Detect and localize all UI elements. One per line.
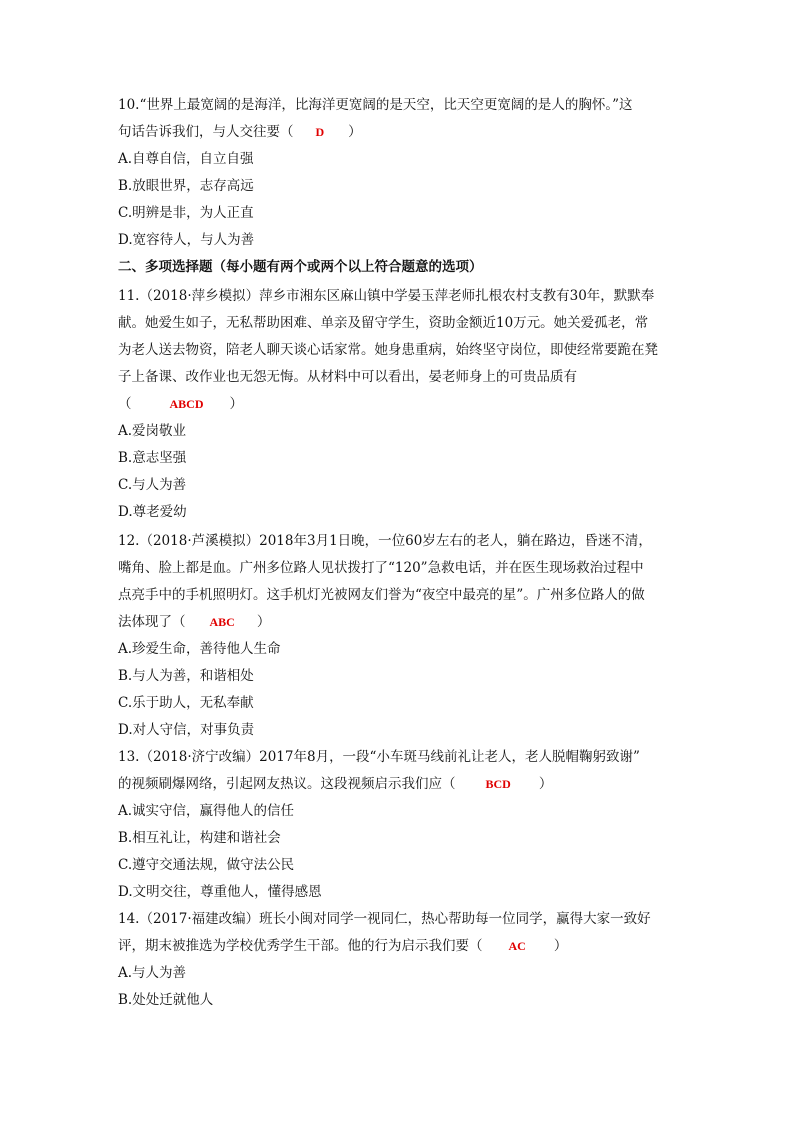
question-14-line-1: 14.（2017·福建改编）班长小闽对同学一视同仁，热心帮助每一位同学，赢得大家一致好: [118, 911, 651, 927]
option-b: B.相互礼让，构建和谐社会: [118, 830, 281, 846]
option-c: C.乐于助人，无私奉献: [118, 695, 254, 711]
option-a: A.自尊自信，自立自强: [118, 151, 254, 167]
answer-mark: D: [315, 125, 325, 139]
option-a: A.珍爱生命，善待他人生命: [118, 641, 281, 657]
option-a: A.与人为善: [118, 965, 187, 981]
option-d: D.对人守信，对事负责: [118, 722, 255, 738]
answer-mark: ABCD: [169, 397, 204, 411]
option-d: D.尊老爱幼: [118, 504, 187, 520]
option-b: B.处处迁就他人: [118, 992, 214, 1008]
option-b: B.与人为善，和谐相处: [118, 668, 254, 684]
question-12-line-3: 点亮手中的手机照明灯。这手机灯光被网友们誉为“夜空中最亮的星”。广州多位路人的做: [118, 587, 645, 603]
question-11-line-4: 子上备课、改作业也无怨无悔。从材料中可以看出，晏老师身上的可贵品质有: [118, 369, 577, 385]
option-d: D.文明交往，尊重他人，懂得感恩: [118, 884, 322, 900]
question-14-line-2: 评，期末被推选为学校优秀学生干部。他的行为启示我们要（ AC ）: [118, 938, 568, 954]
option-d: D.宽容待人，与人为善: [118, 232, 255, 248]
answer-mark: ABC: [209, 615, 235, 629]
section-title: 二、多项选择题（每小题有两个或两个以上符合题意的选项）: [118, 259, 483, 275]
question-11-line-1: 11.（2018·萍乡模拟）萍乡市湘东区麻山镇中学晏玉萍老师扎根农村支教有30年，默默奉: [118, 288, 655, 304]
question-12-line-4: 法体现了（ ABC ）: [118, 614, 271, 630]
question-10-line-2: 句话告诉我们，与人交往要（ D ）: [118, 124, 362, 140]
option-a: A.诚实守信，赢得他人的信任: [118, 803, 295, 819]
question-11-line-5: （ ABCD ）: [118, 396, 244, 412]
option-b: B.意志坚强: [118, 450, 187, 466]
option-b: B.放眼世界，志存高远: [118, 178, 254, 194]
question-11-line-3: 为老人送去物资，陪老人聊天谈心话家常。她身患重病，始终坚守岗位，即使经常要跪在凳: [118, 342, 658, 358]
option-c: C.遵守交通法规，做守法公民: [118, 857, 295, 873]
option-a: A.爱岗敬业: [118, 423, 187, 439]
option-c: C.与人为善: [118, 477, 187, 493]
question-11-line-2: 献。她爱生如子，无私帮助困难、单亲及留守学生，资助金额近10万元。她关爱孤老，常: [118, 315, 649, 331]
option-c: C.明辨是非，为人正直: [118, 205, 254, 221]
answer-mark: AC: [508, 939, 526, 953]
question-10-line-1: 10.“世界上最宽阔的是海洋，比海洋更宽阔的是天空，比天空更宽阔的是人的胸怀。”这: [118, 97, 633, 113]
question-12-line-1: 12.（2018·芦溪模拟）2018年3月1日晚，一位60岁左右的老人，躺在路边，昏迷不清，: [118, 533, 652, 549]
answer-mark: BCD: [485, 777, 511, 791]
question-13-line-1: 13.（2018·济宁改编）2017年8月，一段“小车斑马线前礼让老人，老人脱帽鞠躬致谢”: [118, 749, 640, 765]
question-12-line-2: 嘴角、脸上都是血。广州多位路人见状拨打了“120”急救电话，并在医生现场救治过程中: [118, 560, 644, 576]
question-13-line-2: 的视频刷爆网络，引起网友热议。这段视频启示我们应（ BCD ）: [118, 776, 553, 792]
